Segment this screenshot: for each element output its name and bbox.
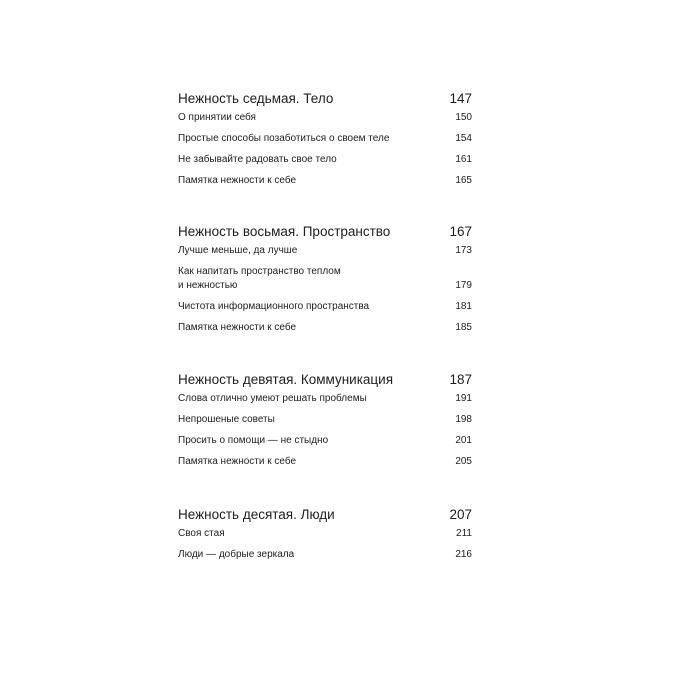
entry-title: Непрошеные советы xyxy=(178,414,275,425)
toc-entry xyxy=(178,153,472,167)
chapter-page-number: 167 xyxy=(449,224,472,239)
toc-section-9 xyxy=(178,370,472,469)
toc-entry xyxy=(178,527,472,541)
toc-section-8 xyxy=(178,222,472,335)
entry-page-number: 181 xyxy=(455,301,472,312)
chapter-title: Нежность седьмая. Тело xyxy=(178,91,334,106)
table-of-contents xyxy=(178,89,472,562)
toc-entry xyxy=(178,174,472,188)
entry-title: Не забывайте радовать свое тело xyxy=(178,154,337,165)
toc-entry xyxy=(178,548,472,562)
toc-entry xyxy=(178,132,472,146)
chapter-heading xyxy=(178,89,472,109)
entry-page-number: 161 xyxy=(455,154,472,165)
entry-page-number: 201 xyxy=(455,435,472,446)
toc-entry xyxy=(178,300,472,314)
chapter-title: Нежность девятая. Коммуникация xyxy=(178,372,394,387)
entry-title: Памятка нежности к себе xyxy=(178,175,297,186)
chapter-heading xyxy=(178,222,472,242)
entry-page-number: 173 xyxy=(455,245,472,256)
entry-page-number: 198 xyxy=(455,414,472,425)
chapter-page-number: 187 xyxy=(449,372,472,387)
entry-title: О принятии себя xyxy=(178,112,256,123)
entry-page-number: 165 xyxy=(455,175,472,186)
chapter-heading xyxy=(178,370,472,390)
entry-page-number: 150 xyxy=(455,112,472,123)
entry-title: Слова отлично умеют решать проблемы xyxy=(178,393,367,404)
entry-title: Простые способы позаботиться о своем теле xyxy=(178,133,390,144)
entry-page-number: 191 xyxy=(455,393,472,404)
toc-entry xyxy=(178,392,472,406)
entry-title: Своя стая xyxy=(178,528,225,539)
entry-page-number: 205 xyxy=(455,456,472,467)
entry-title: Просить о помощи — не стыдно xyxy=(178,435,329,446)
entry-title: Как напитать пространство теплом и нежностью xyxy=(178,266,341,291)
toc-entry xyxy=(178,413,472,427)
toc-entry xyxy=(178,434,472,448)
entry-title: Чистота информационного пространства xyxy=(178,301,370,312)
entry-title: Памятка нежности к себе xyxy=(178,456,297,467)
toc-section-10 xyxy=(178,505,472,562)
toc-entry xyxy=(178,265,472,293)
entry-title: Люди — добрые зеркала xyxy=(178,549,295,560)
toc-section-7 xyxy=(178,89,472,188)
entry-page-number: 154 xyxy=(455,133,472,144)
chapter-page-number: 207 xyxy=(449,507,472,522)
toc-entry xyxy=(178,111,472,125)
chapter-title: Нежность восьмая. Пространство xyxy=(178,224,391,239)
chapter-heading xyxy=(178,505,472,525)
toc-entry xyxy=(178,244,472,258)
entry-page-number: 185 xyxy=(455,322,472,333)
entry-title: Памятка нежности к себе xyxy=(178,322,297,333)
entry-page-number: 216 xyxy=(455,549,472,560)
toc-entry xyxy=(178,455,472,469)
toc-entry xyxy=(178,321,472,335)
entry-page-number: 179 xyxy=(455,280,472,291)
entry-title: Лучше меньше, да лучше xyxy=(178,245,298,256)
entry-page-number: 211 xyxy=(456,528,472,539)
chapter-title: Нежность десятая. Люди xyxy=(178,507,335,522)
chapter-page-number: 147 xyxy=(449,91,472,106)
